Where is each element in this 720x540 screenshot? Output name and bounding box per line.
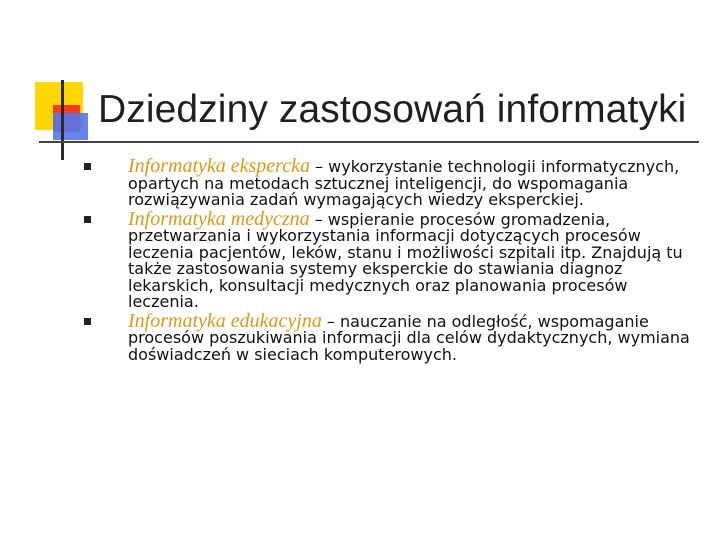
list-item (128, 207, 698, 311)
list-item (128, 309, 698, 364)
square-bullet-icon (84, 318, 91, 325)
square-bullet-icon (84, 216, 91, 223)
item-term: Informatyka ekspercka (128, 155, 310, 177)
bullet-list (0, 155, 720, 365)
slide-title: Dziedziny zastosowań informatyki (98, 88, 687, 131)
item-term: Informatyka edukacyjna (128, 309, 322, 332)
square-bullet-icon (84, 163, 91, 170)
item-description: – nauczanie na odległość, wspomaganie procesów poszukiwania informacji dla celów dydaktycznych, wymiana doświadczeń w sieciach komputerowych. (128, 311, 690, 364)
item-description: – wspieranie procesów gromadzenia, przetwarzania i wykorzystania informacji dotyczących procesów leczenia pacjentów, leków, stanu i możliwości szpitali itp. Znajdują tu także zastosowania systemy eksperckie do stawiania diagnoz lekarskich, konsultacji medycznych oraz planowania procesów leczenia. (128, 209, 683, 311)
decor-vertical-line (61, 80, 64, 160)
decor-blue-square (53, 113, 88, 140)
list-item (128, 155, 698, 209)
title-underline (39, 141, 699, 143)
item-description: – wykorzystanie technologii informatycznych, opartych na metodach sztucznej inteligencji, do wspomagania rozwiązywania zadań wymagających wiedzy eksperckiej. (128, 157, 680, 209)
item-term: Informatyka medyczna (128, 207, 310, 230)
